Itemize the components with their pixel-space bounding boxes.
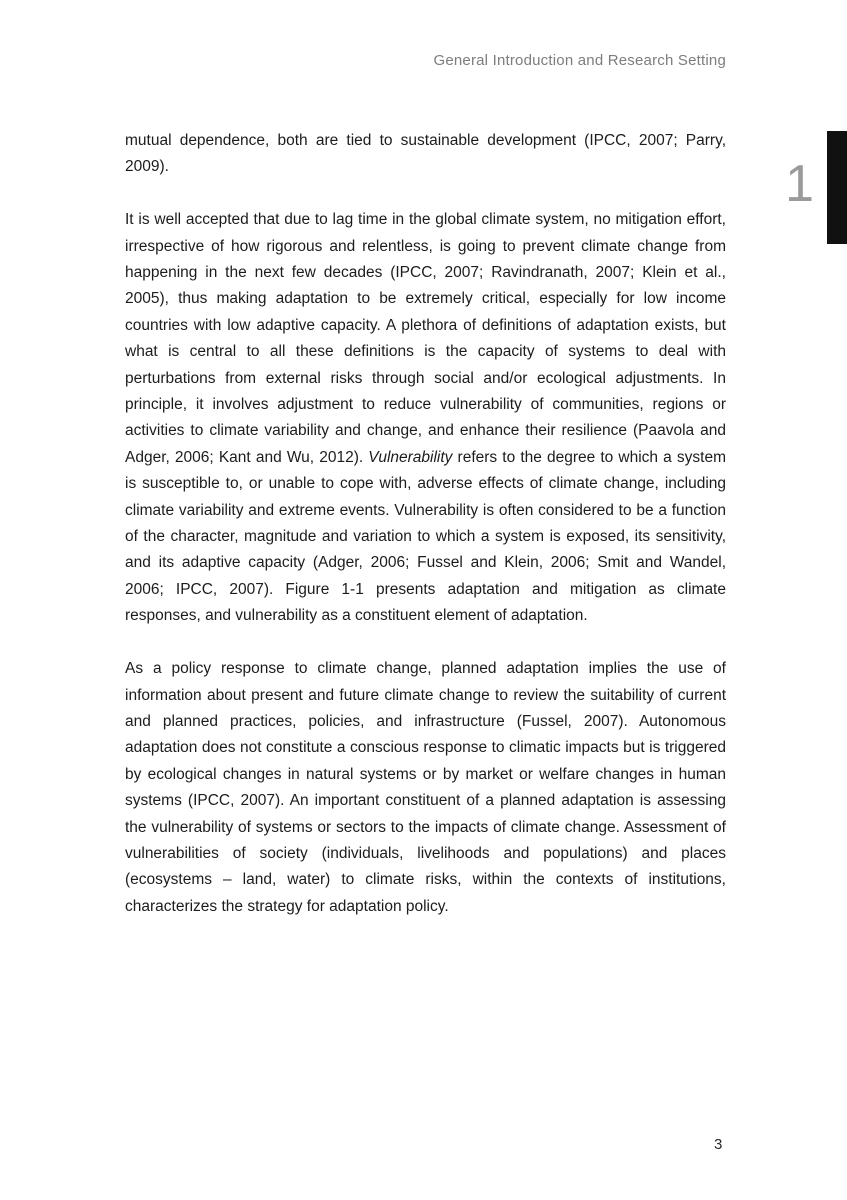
text-segment: refers to the degree to which a system is susceptible to, or unable to cope with, adverse effects of climate change, including climate variability and extreme events. Vulnerability is often considered to be a function of the character, magnitude and variation to which a system is exposed, its sensitivity, and its adaptive capacity (Adger, 2006; Fussel and Klein, 2006; Smit and Wandel, 2006; IPCC, 2007). Figure 1-1 presents adaptation and mitigation as climate responses, and vulnerability as a constituent element of adaptation. [125, 448, 726, 625]
chapter-number: 1 [785, 155, 814, 213]
text-segment: mutual dependence, both are tied to sustainable development (IPCC, 2007; Parry, 2009). [125, 132, 726, 176]
text-segment: It is well accepted that due to lag time in the global climate system, no mitigation effort, irrespective of how rigorous and relentless, is going to prevent climate change from happening in the next few decades (IPCC, 2007; Ravindranath, 2007; Klein et al., 2005), thus making adaptation to be extremely critical, especially for low income countries with low adaptive capacity. A plethora of definitions of adaptation exists, but what is central to all these definitions is the capacity of systems to deal with perturbations from external risks through social and/or ecological adjustments. In principle, it involves adjustment to reduce vulnerability of communities, regions or activities to climate variability and change, and enhance their resilience (Paavola and Adger, 2006; Kant and Wu, 2012). [125, 211, 726, 466]
page-body [125, 128, 726, 920]
paragraph-2 [125, 207, 726, 630]
paragraph-1 [125, 128, 726, 181]
running-header: General Introduction and Research Setting [433, 52, 726, 69]
text-segment: As a policy response to climate change, planned adaptation implies the use of information about present and future climate change to review the suitability of current and planned practices, policies, and infrastructure (Fussel, 2007). Autonomous adaptation does not constitute a conscious response to climatic impacts but is triggered by ecological changes in natural systems or by market or welfare changes in human systems (IPCC, 2007). An important constituent of a planned adaptation is assessing the vulnerability of systems or sectors to the impacts of climate change. Assessment of vulnerabilities of society (individuals, livelihoods and populations) and places (ecosystems – land, water) to climate risks, within the contexts of institutions, characterizes the strategy for adaptation policy. [125, 660, 726, 915]
chapter-edge-tab [827, 131, 847, 244]
page-number: 3 [714, 1136, 723, 1153]
text-segment-italic: Vulnerability [368, 448, 453, 466]
paragraph-3 [125, 656, 726, 920]
